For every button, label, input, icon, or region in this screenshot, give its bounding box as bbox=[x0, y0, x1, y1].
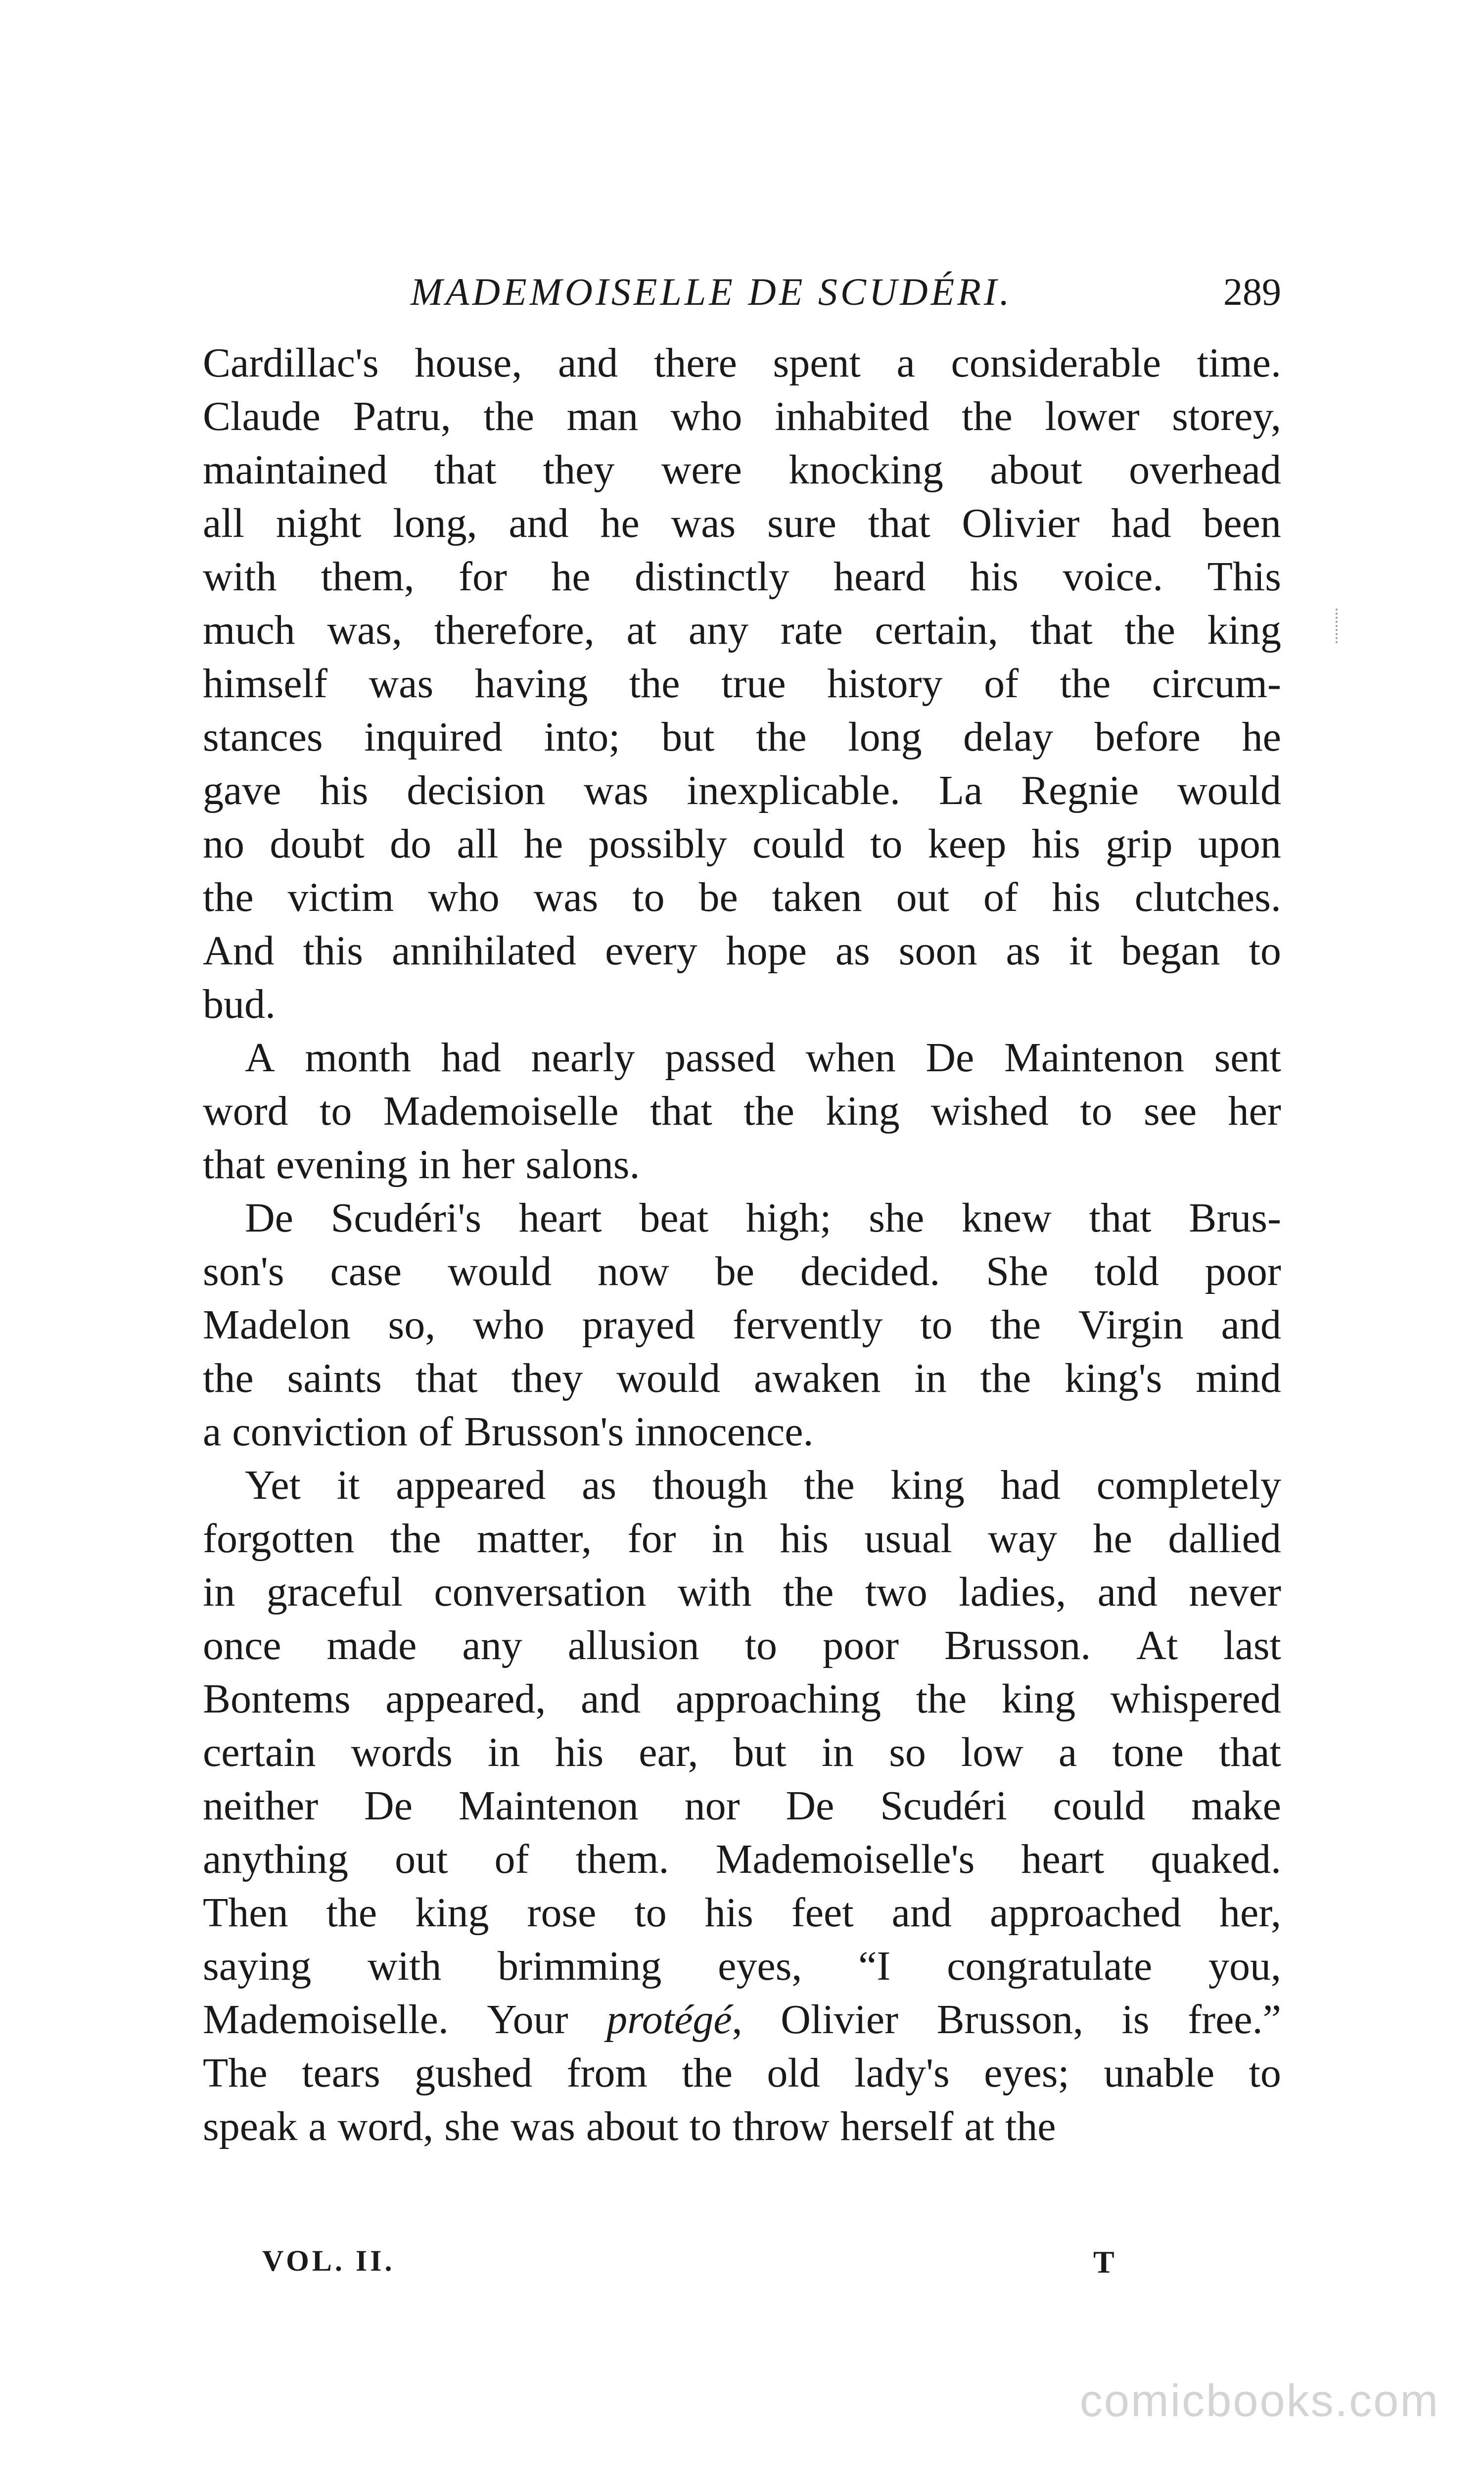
text-line: gave his decision was inexplicable. La Regnie would bbox=[203, 767, 1281, 813]
text-line: himself was having the true history of the circum- bbox=[203, 661, 1281, 707]
text-line: The tears gushed from the old lady's eyes; unable to bbox=[203, 2050, 1281, 2096]
paragraph bbox=[203, 1191, 1281, 1459]
watermark: comicbooks.com bbox=[1079, 2376, 1439, 2426]
text-line: Madelon so, who prayed fervently to the Virgin and bbox=[203, 1302, 1281, 1348]
text-line: son's case would now be decided. She told poor bbox=[203, 1248, 1281, 1294]
text-line: Yet it appeared as though the king had completely bbox=[245, 1462, 1281, 1508]
text-line: the saints that they would awaken in the king's mind bbox=[203, 1355, 1281, 1401]
text-line: A month had nearly passed when De Maintenon sent bbox=[245, 1035, 1281, 1081]
text-line: much was, therefore, at any rate certain, that the king bbox=[203, 607, 1281, 653]
gathering-signature: T bbox=[1093, 2244, 1114, 2280]
volume-signature: VOL. II. bbox=[262, 2244, 395, 2277]
text-line: no doubt do all he possibly could to keep his grip upon bbox=[203, 821, 1281, 867]
text-line: Mademoiselle. Your protégé, Olivier Brusson, is free.” bbox=[203, 1997, 1281, 2043]
text-line: And this annihilated every hope as soon as it began to bbox=[203, 928, 1281, 974]
text-line: that evening in her salons. bbox=[203, 1142, 640, 1188]
text-line: the victim who was to be taken out of his clutches. bbox=[203, 874, 1281, 920]
text-line: word to Mademoiselle that the king wished to see her bbox=[203, 1088, 1281, 1134]
text-line: Claude Patru, the man who inhabited the lower storey, bbox=[203, 393, 1281, 439]
text-line: anything out of them. Mademoiselle's heart quaked. bbox=[203, 1836, 1281, 1882]
text-line: Then the king rose to his feet and approached her, bbox=[203, 1890, 1281, 1936]
text-line: with them, for he distinctly heard his voice. This bbox=[203, 554, 1281, 600]
running-title: MADEMOISELLE DE SCUDÉRI. bbox=[411, 270, 1013, 313]
text-line: stances inquired into; but the long delay before he bbox=[203, 714, 1281, 760]
text-line: De Scudéri's heart beat high; she knew that Brus- bbox=[245, 1195, 1281, 1241]
text-line: a conviction of Brusson's innocence. bbox=[203, 1409, 814, 1455]
paragraph bbox=[203, 1031, 1281, 1191]
text-line: bud. bbox=[203, 981, 276, 1027]
page-number: 289 bbox=[1223, 270, 1281, 313]
text-line: once made any allusion to poor Brusson. At last bbox=[203, 1622, 1281, 1668]
paragraph bbox=[203, 1459, 1281, 2153]
text-line: forgotten the matter, for in his usual way he dallied bbox=[203, 1516, 1281, 1562]
text-line: in graceful conversation with the two ladies, and never bbox=[203, 1569, 1281, 1615]
page-header bbox=[203, 270, 1281, 324]
margin-mark bbox=[1336, 609, 1340, 643]
text-line: saying with brimming eyes, “I congratulate you, bbox=[203, 1943, 1281, 1989]
text-line: Cardillac's house, and there spent a considerable time. bbox=[203, 340, 1281, 386]
text-line: Bontems appeared, and approaching the king whispered bbox=[203, 1676, 1281, 1722]
page-footer bbox=[203, 2244, 1281, 2288]
text-line: all night long, and he was sure that Olivier had been bbox=[203, 500, 1281, 546]
text-line: certain words in his ear, but in so low a tone that bbox=[203, 1729, 1281, 1775]
body-text bbox=[203, 336, 1281, 2153]
paragraph bbox=[203, 336, 1281, 1031]
text-line: speak a word, she was about to throw herself at the bbox=[203, 2103, 1056, 2149]
text-line: maintained that they were knocking about overhead bbox=[203, 447, 1281, 493]
text-line: neither De Maintenon nor De Scudéri could make bbox=[203, 1783, 1281, 1829]
